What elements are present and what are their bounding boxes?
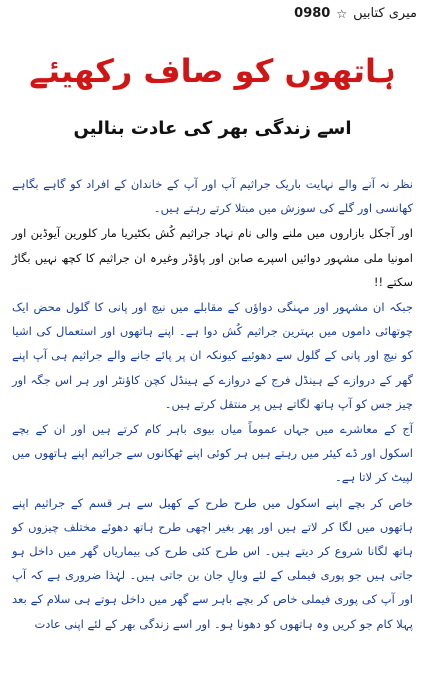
page-subtitle: اسے زندگی بھر کی عادت بنالیں [73, 118, 352, 139]
paragraph-5: خاص کر بچے اپنے اسکول میں طرح طرح کے کھیل سے ہر قسم کے جراثیم اپنے ہاتھوں میں لگا کر لاتے ہیں اور پھر بغیر اچھی طرح ہاتھ دھوئے مختلف چیزوں کو ہاتھ لگانا شروع کر دیتے ہیں۔ اس طرح کئی طرح کی بیماریاں گھر میں داخل ہو جاتی ہیں جو پوری فیملی کے لئے وبالِ جان بن جاتی ہیں۔ لہٰذا ضروری ہے کہ آپ اور آپ کی پوری فیملی خاص کر بچے باہر سے گھر میں داخل ہوتے ہی سلام کے بعد پہلا کام جو کریں وہ ہاتھوں کو دھونا ہو۔ اور اسے زندگی بھر کے لئے اپنی عادت [12, 495, 413, 631]
paragraph-2: اور آجکل بازاروں میں ملنے والی نام نہاد جراثیم کُش بکٹیریا مار کلورین آیوڈین اور امونیا ملی مشہور دوائیں اسپرے صابن اور پاؤڈر وغیرہ ان جراثیم کا کچھ نہیں بگاڑ سکتے !! [12, 226, 413, 289]
page-number: 0980 [294, 6, 331, 21]
paragraph-1: نظر نہ آنے والے نہایت باریک جراثیم آپ اور آپ کے خاندان کے افراد کو گاہے بگاہے کھانسی اور گلے کی سوزش میں مبتلا کرتے رہتے ہیں۔ [12, 177, 413, 216]
series-name: میری کتابیں [353, 6, 417, 21]
header [294, 6, 417, 21]
star-icon: ☆ [336, 6, 348, 21]
page-title: ہاتھوں کو صاف رکھیئے [29, 52, 396, 90]
paragraph-4: آج کے معاشرے میں جہاں عموماً میاں بیوی باہر کام کرتے ہیں اور ان کے بچے اسکول اور ڈے کیئر میں رہتے ہیں ہر کوئی اپنے ٹھکانوں سے جراثیم اپنے ہاتھوں میں لپیٹ کر لاتا ہے۔ [12, 422, 413, 485]
paragraph-3: جبکہ ان مشہور اور مہنگی دواؤں کے مقابلے میں نیچ اور پانی کا گلول محض ایک چوتھائی داموں میں بہترین جراثیم کُش دوا ہے۔ اپنے ہاتھوں اور استعمال کی اشیا کو نیچ اور پانی کے گلول سے دھوئیے کیونکہ ان پر پائے جانے والے جراثیم ہی آپ اپنے گھر کے دروازے کے ہینڈل فرج کے دروازے کے ہینڈل کچن کاؤنٹر اور ہر اس جگہ اور چیز جس کو آپ ہاتھ لگاتے ہیں پر منتقل کرتے ہیں۔ [12, 300, 413, 411]
article-body [12, 172, 413, 637]
